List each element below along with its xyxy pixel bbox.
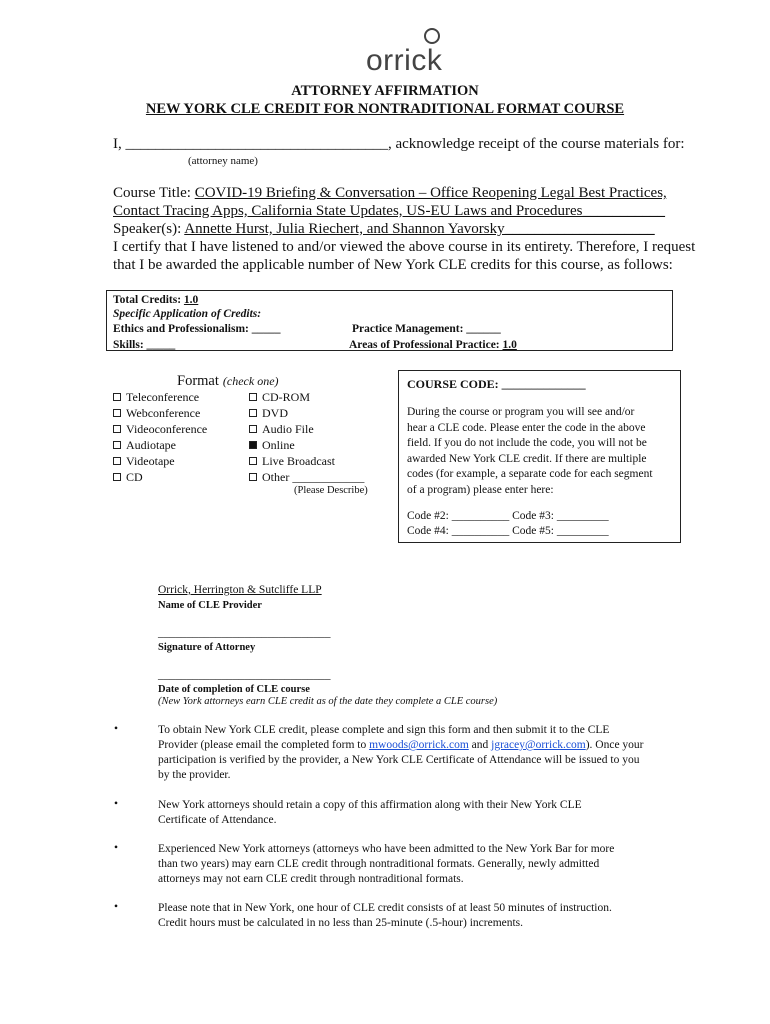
instruction-line: field. If you do not include the code, you will not be [407, 437, 647, 450]
checkbox-icon[interactable] [249, 457, 257, 465]
format-option-videotape[interactable]: Videotape [113, 454, 175, 469]
instruction-line: awarded New York CLE credit. If there are multiple [407, 452, 647, 465]
checkbox-icon[interactable] [113, 425, 121, 433]
instruction-line: During the course or program you will see and/or [407, 406, 635, 418]
attorney-name-caption: (attorney name) [188, 155, 258, 167]
cle-provider-label: Name of CLE Provider [158, 600, 262, 611]
checkbox-icon[interactable] [113, 393, 121, 401]
speakers-line [113, 221, 655, 238]
page-subtitle: NEW YORK CLE CREDIT FOR NONTRADITIONAL FORMAT COURSE [145, 101, 625, 117]
bullet-line: than two years) may earn CLE credit through nontraditional formats. Generally, newly admitted [158, 858, 600, 870]
course-title-value-1: COVID-19 Briefing & Conversation – Office Reopening Legal Best Practices, [194, 185, 667, 201]
speakers-label: Speaker(s): [113, 221, 182, 237]
total-credits-label: Total Credits: [113, 294, 182, 306]
bullet-line: Credit hours must be calculated in no less than 25-minute (.5-hour) increments. [158, 917, 524, 929]
bullet-line: Experienced New York attorneys (attorneys who have been admitted to the New York Bar for more [158, 843, 615, 855]
completion-date-field[interactable]: ______________________________ [158, 669, 331, 681]
code-row-4-5[interactable]: Code #4: __________ Code #5: _________ [407, 525, 609, 537]
acknowledgement-line[interactable]: I, ___________________________________, acknowledge receipt of the course materials for: [113, 136, 685, 152]
orrick-logo [366, 26, 446, 76]
bullet-line: attorneys may not earn CLE credit through nontraditional formats. [158, 873, 464, 885]
skills-credits[interactable]: Skills: _____ [113, 339, 176, 351]
checkbox-icon[interactable] [249, 409, 257, 417]
format-option-cd[interactable]: CD [113, 470, 143, 485]
bullet-icon: • [114, 901, 119, 913]
instruction-line: hear a CLE code. Please enter the code in the above [407, 421, 646, 434]
format-heading-label: Format [177, 373, 219, 389]
completion-date-note: (New York attorneys earn CLE credit as of the date they complete a CLE course) [158, 696, 498, 707]
bullet-line: To obtain New York CLE credit, please complete and sign this form and then submit it to the CLE [158, 724, 610, 736]
course-code-field[interactable]: COURSE CODE: ______________ [407, 377, 586, 391]
format-heading-hint: (check one) [222, 374, 279, 388]
format-option-audio-file[interactable]: Audio File [249, 422, 314, 437]
cle-provider-value: Orrick, Herrington & Sutcliffe LLP [158, 584, 322, 596]
checkbox-icon[interactable] [249, 425, 257, 433]
other-describe-caption: (Please Describe) [294, 485, 368, 496]
areas-value: 1.0 [502, 339, 517, 351]
format-option-audiotape[interactable]: Audiotape [113, 438, 176, 453]
instruction-line: of a program) please enter here: [407, 483, 554, 496]
format-heading [177, 372, 279, 390]
checkbox-icon[interactable] [113, 457, 121, 465]
bullet-icon: • [114, 723, 119, 735]
checkbox-icon[interactable] [249, 473, 257, 481]
bullet-line: Provider (please email the completed form to mwoods@orrick.com and jgracey@orrick.com). Once your [158, 739, 644, 751]
signature-field[interactable]: ______________________________ [158, 627, 331, 639]
logo-ring-icon [424, 28, 440, 44]
format-option-webconference[interactable]: Webconference [113, 406, 200, 421]
bullet-item-credit-hours [158, 901, 668, 931]
practice-management-credits[interactable]: Practice Management: ______ [352, 323, 501, 335]
bullet-line: participation is verified by the provider, a New York CLE Certificate of Attendance will be issued to you [158, 754, 640, 766]
format-option-live-broadcast[interactable]: Live Broadcast [249, 454, 335, 469]
bullet-item-retain-copy [158, 798, 668, 828]
checkbox-icon[interactable] [113, 441, 121, 449]
certify-line-1: I certify that I have listened to and/or viewed the above course in its entirety. Therefore, I request [113, 239, 696, 255]
format-option-other[interactable]: Other ____________ [249, 470, 364, 485]
speakers-value: Annette Hurst, Julia Riechert, and Shannon Yavorsky____________________ [184, 221, 655, 237]
bullet-icon: • [114, 798, 119, 810]
page-title: ATTORNEY AFFIRMATION [291, 83, 479, 99]
format-option-online[interactable]: Online [249, 438, 295, 453]
code-row-2-3[interactable]: Code #2: __________ Code #3: _________ [407, 510, 609, 522]
completion-date-label: Date of completion of CLE course [158, 684, 310, 695]
format-option-dvd[interactable]: DVD [249, 406, 288, 421]
course-title-line1 [113, 185, 667, 202]
checkbox-icon[interactable] [113, 473, 121, 481]
bullet-line: New York attorneys should retain a copy of this affirmation along with their New York CLE [158, 799, 582, 811]
format-option-cd-rom[interactable]: CD-ROM [249, 390, 310, 405]
checkbox-icon[interactable] [249, 393, 257, 401]
checked-checkbox-icon[interactable] [249, 441, 257, 449]
email-link-mwoods[interactable]: mwoods@orrick.com [369, 739, 469, 751]
instruction-line: codes (for example, a separate code for each segment [407, 468, 653, 481]
total-credits [113, 294, 198, 306]
format-option-teleconference[interactable]: Teleconference [113, 390, 199, 405]
ethics-credits[interactable]: Ethics and Professionalism: _____ [113, 323, 281, 335]
bullet-line: by the provider. [158, 769, 231, 781]
course-code-instructions [407, 405, 653, 499]
total-credits-value: 1.0 [183, 294, 199, 306]
email-link-jgracey[interactable]: jgracey@orrick.com [491, 739, 586, 751]
areas-label: Areas of Professional Practice: [349, 339, 500, 351]
bullet-line: Please note that in New York, one hour of CLE credit consists of at least 50 minutes of instruction. [158, 902, 612, 914]
bullet-item-experienced-attorneys [158, 842, 668, 887]
checkbox-icon[interactable] [113, 409, 121, 417]
signature-label: Signature of Attorney [158, 642, 256, 653]
bullet-icon: • [114, 842, 119, 854]
areas-of-practice-credits [349, 339, 517, 351]
bullet-line: Certificate of Attendance. [158, 814, 277, 826]
bullet-item-submission [158, 723, 668, 783]
format-option-videoconference[interactable]: Videoconference [113, 422, 207, 437]
specific-credits-label: Specific Application of Credits: [113, 308, 262, 320]
course-title-value-2: Contact Tracing Apps, California State Updates, US-EU Laws and Procedures___________ [113, 203, 666, 219]
logo-text: orrick [366, 44, 443, 77]
course-title-label: Course Title: [113, 185, 191, 201]
certify-line-2: that I be awarded the applicable number of New York CLE credits for this course, as follows: [113, 257, 673, 273]
